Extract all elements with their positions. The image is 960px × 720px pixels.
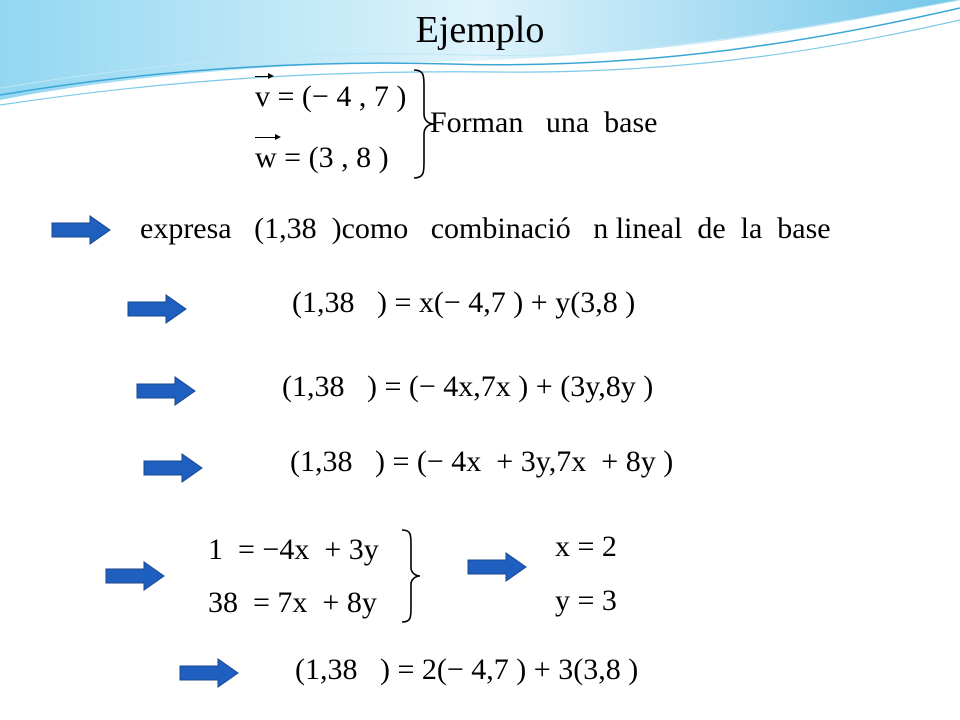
arrow-right-icon bbox=[466, 551, 528, 583]
final-equation: (1,38 ) = 2(− 4,7 ) + 3(3,8 ) bbox=[295, 653, 639, 686]
system-equation-2: 38 = 7x + 8y bbox=[208, 586, 377, 619]
right-brace-icon bbox=[398, 528, 426, 624]
vector-w-definition bbox=[255, 143, 389, 173]
step-1-equation: (1,38 ) = x(− 4,7 ) + y(3,8 ) bbox=[292, 286, 636, 319]
vector-v-value: = (− 4 , 7 ) bbox=[270, 80, 407, 113]
base-note: Forman una base bbox=[430, 106, 658, 139]
step-3-equation: (1,38 ) = (− 4x + 3y,7x + 8y ) bbox=[290, 445, 674, 478]
system-equation-1: 1 = −4x + 3y bbox=[208, 533, 379, 566]
slide-title: Ejemplo bbox=[415, 9, 545, 51]
solution-x: x = 2 bbox=[555, 530, 617, 563]
arrow-right-icon bbox=[135, 375, 197, 407]
step-2-equation: (1,38 ) = (− 4x,7x ) + (3y,8y ) bbox=[282, 370, 654, 403]
task-statement: expresa (1,38 )como combinació n lineal de la base bbox=[140, 212, 831, 245]
arrow-right-icon bbox=[142, 452, 204, 484]
vector-v-name: v bbox=[255, 80, 270, 113]
arrow-right-icon bbox=[104, 560, 166, 592]
arrow-right-icon bbox=[126, 293, 188, 325]
arrow-right-icon bbox=[50, 214, 112, 246]
vector-v-definition bbox=[255, 82, 406, 112]
arrow-right-icon bbox=[178, 657, 240, 689]
vector-w-value: = (3 , 8 ) bbox=[276, 141, 389, 174]
solution-y: y = 3 bbox=[555, 584, 617, 617]
vector-w-name: w bbox=[255, 141, 277, 174]
